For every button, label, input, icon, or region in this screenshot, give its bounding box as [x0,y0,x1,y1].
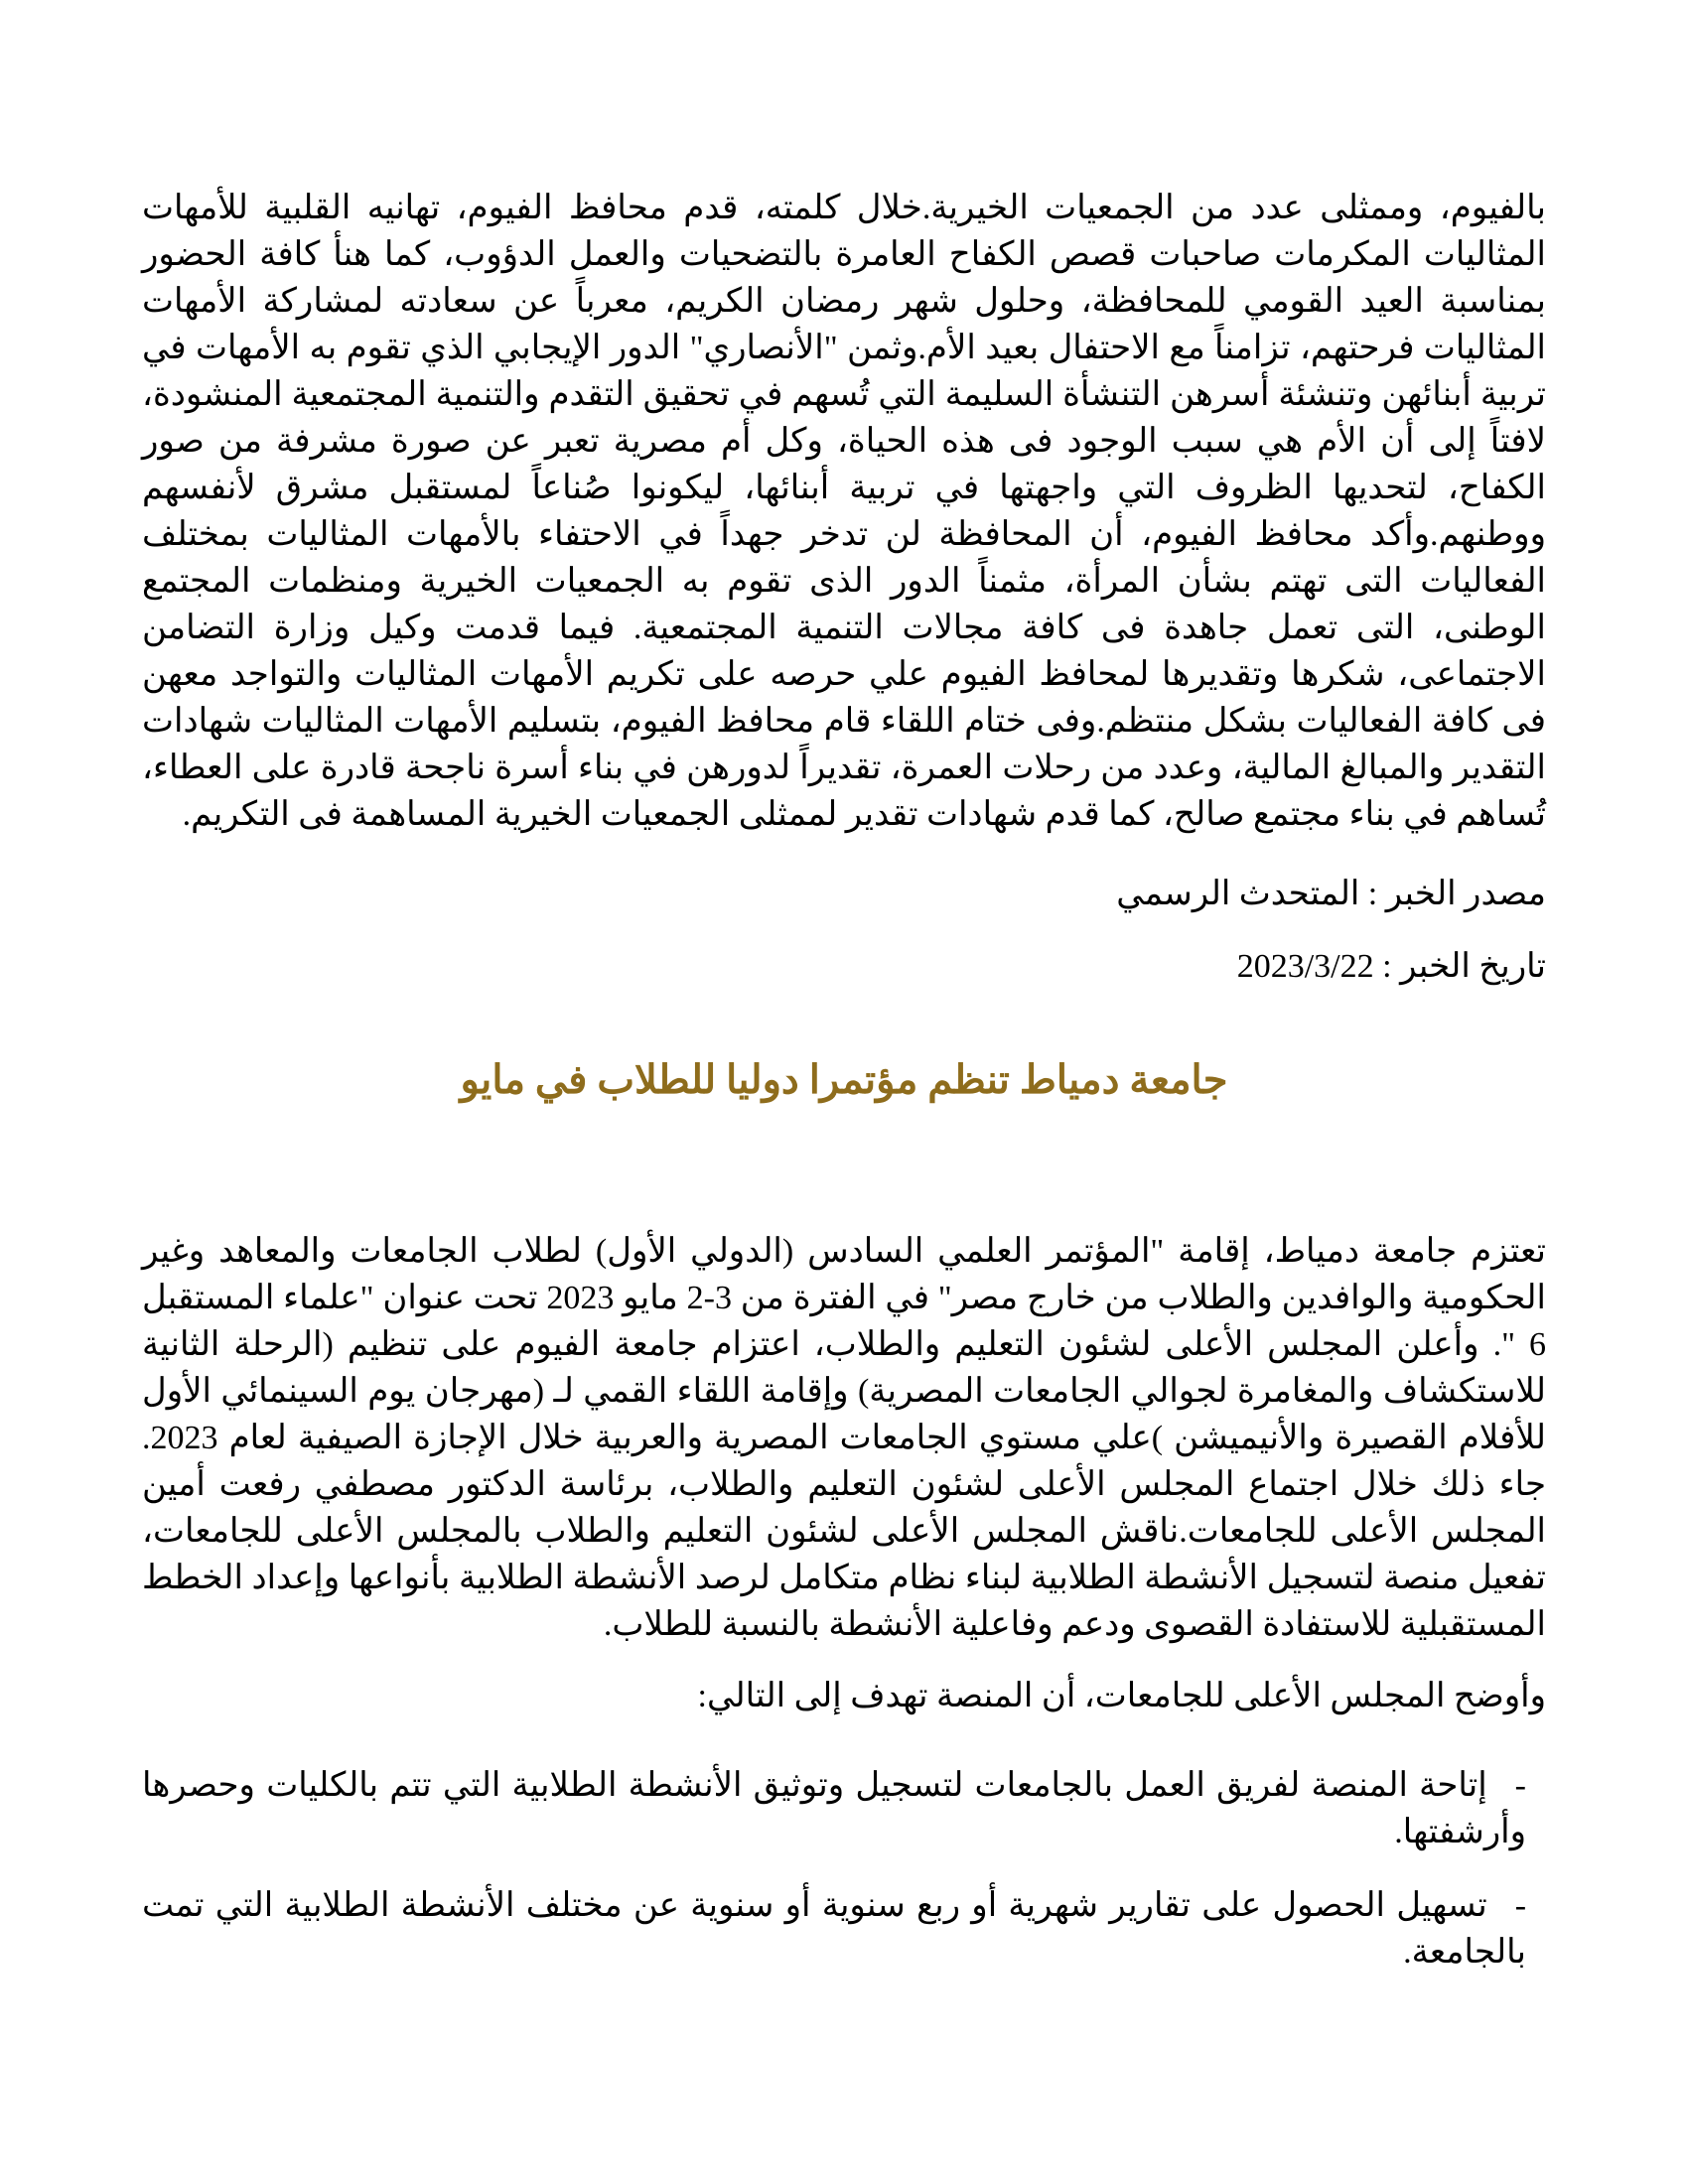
bullet-dash-icon: - [1514,1887,1527,1924]
platform-goals-list [142,1762,1546,1976]
news-source-line: مصدر الخبر : المتحدث الرسمي [1116,876,1546,912]
list-item-text: إتاحة المنصة لفريق العمل بالجامعات لتسجيل وتوثيق الأنشطة الطلابية التي تتم بالكليات وحصرها وأرشفتها. [142,1767,1526,1850]
list-item [142,1762,1546,1855]
article-1-body: بالفيوم، وممثلى عدد من الجمعيات الخيرية.خلال كلمته، قدم محافظ الفيوم، تهانيه القلبية للأمهات المثاليات المكرمات صاحبات قصص الكفاح العامرة بالتضحيات والعمل الدؤوب، كما هنأ كافة الحضور بمناسبة العيد القومي للمحافظة، وحلول شهر رمضان الكريم، معرباً عن سعادته لمشاركة الأمهات المثاليات فرحتهم، تزامناً مع الاحتفال بعيد الأم.وثمن "الأنصاري" الدور الإيجابي الذي تقوم به الأمهات في تربية أبنائهن وتنشئة أسرهن التنشأة السليمة التي تُسهم في تحقيق التقدم والتنمية المجتمعية المنشودة، لافتاً إلى أن الأم هي سبب الوجود فى هذه الحياة، وكل أم مصرية تعبر عن صورة مشرفة من صور الكفاح، لتحديها الظروف التي واجهتها في تربية أبنائها، ليكونوا صُناعاً لمستقبل مشرق لأنفسهم ووطنهم.وأكد محافظ الفيوم، أن المحافظة لن تدخر جهداً في الاحتفاء بالأمهات المثاليات بمختلف الفعاليات التى تهتم بشأن المرأة، مثمناً الدور الذى تقوم به الجمعيات الخيرية ومنظمات المجتمع الوطنى، التى تعمل جاهدة فى كافة مجالات التنمية المجتمعية. فيما قدمت وكيل وزارة التضامن الاجتماعى، شكرها وتقديرها لمحافظ الفيوم علي حرصه على تكريم الأمهات المثاليات والتواجد معهن فى كافة الفعاليات بشكل منتظم.وفى ختام اللقاء قام محافظ الفيوم، بتسليم الأمهات المثاليات شهادات التقدير والمبالغ المالية، وعدد من رحلات العمرة، تقديراً لدورهن في بناء أسرة ناجحة قادرة على العطاء، تُساهم في بناء مجتمع صالح، كما قدم شهادات تقدير لممثلى الجمعيات الخيرية المساهمة فى التكريم. [142,190,1546,833]
article-2-body: تعتزم جامعة دمياط، إقامة "المؤتمر العلمي السادس (الدولي الأول) لطلاب الجامعات والمعاهد وغير الحكومية والوافدين والطلاب من خارج مصر" في الفترة من 3-2 مايو 2023 تحت عنوان "علماء المستقبل 6 ". وأعلن المجلس الأعلى لشئون التعليم والطلاب، اعتزام جامعة الفيوم على تنظيم (الرحلة الثانية للاستكشاف والمغامرة لجوالي الجامعات المصرية) وإقامة اللقاء القمي لـ (مهرجان يوم السينمائي الأول للأفلام القصيرة والأنيميشن )علي مستوي الجامعات المصرية والعربية خلال الإجازة الصيفية لعام 2023. جاء ذلك خلال اجتماع المجلس الأعلى لشئون التعليم والطلاب، برئاسة الدكتور مصطفي رفعت أمين المجلس الأعلى للجامعات.ناقش المجلس الأعلى لشئون التعليم والطلاب بالمجلس الأعلى للجامعات، تفعيل منصة لتسجيل الأنشطة الطلابية لبناء نظام متكامل لرصد الأنشطة الطلابية بأنواعها وإعداد الخطط المستقبلية للاستفادة القصوى ودعم وفاعلية الأنشطة بالنسبة للطلاب. [142,1233,1546,1643]
news-date-line: تاريخ الخبر : 2023/3/22 [1236,948,1546,985]
list-item-text: تسهيل الحصول على تقارير شهرية أو ربع سنوية أو سنوية عن مختلف الأنشطة الطلابية التي تمت بالجامعة. [142,1887,1526,1971]
list-item [142,1882,1546,1976]
platform-goals-intro: وأوضح المجلس الأعلى للجامعات، أن المنصة تهدف إلى التالي: [697,1678,1546,1714]
bullet-dash-icon: - [1514,1767,1526,1804]
article-2-title: جامعة دمياط تنظم مؤتمرا دوليا للطلاب في مايو [460,1057,1228,1102]
